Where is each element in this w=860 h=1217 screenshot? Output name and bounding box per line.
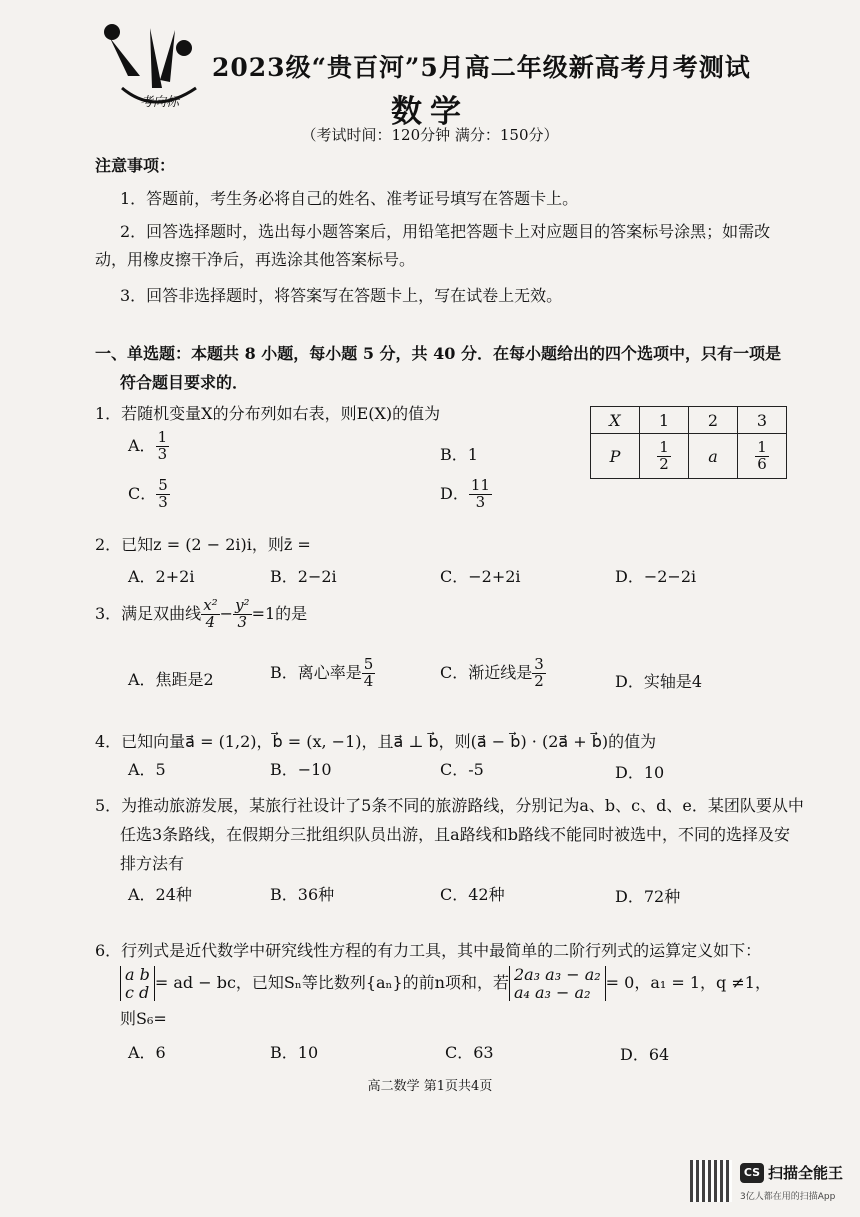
notice-item: 动，用橡皮擦干净后，再选涂其他答案标号。 — [95, 250, 416, 269]
q1-option-c: C． $\frac{5}{3}$ — [128, 476, 168, 511]
q6-option-d: D．64 — [620, 1045, 670, 1064]
table-cell: 3 — [738, 407, 787, 434]
section-heading: 一、单选题：本题共 8 小题，每小题 5 分，共 40 分．在每小题给出的四个选项中，只有一项是 — [95, 344, 781, 363]
exam-title: 2023级“贵百河”5月高二年级新高考月考测试 — [212, 53, 751, 82]
table-cell: $\frac{1}{6}$ — [738, 434, 787, 479]
qr-code-icon — [690, 1160, 732, 1202]
notice-item: 1．答题前，考生务必将自己的姓名、准考证号填写在答题卡上。 — [120, 189, 579, 208]
table-cell: $\frac{1}{2}$ — [640, 434, 689, 479]
q2-option-d: D．−2−2i — [615, 567, 697, 586]
q2-option-b: B．2−2i — [270, 567, 337, 586]
scanner-logo-icon: CS — [740, 1163, 764, 1183]
q5-stem-line: 任选3条路线，在假期分三批组织队员出游，且a路线和b路线不能同时被选中，不同的选择及安 — [120, 825, 790, 844]
q4-option-a: A．5 — [128, 760, 166, 779]
q1-stem: 1．若随机变量X的分布列如右表，则E(X)的值为 — [95, 404, 441, 423]
q3-option-c: C．渐近线是 $\frac{3}{2}$ — [440, 655, 544, 690]
q2-stem: 2．已知z = (2 − 2i)i，则z̄ = — [95, 535, 311, 554]
q1-option-a: A． $\frac{1}{3}$ — [128, 428, 168, 463]
q5-option-d: D．72种 — [615, 887, 681, 906]
q6-stem-line2: a b c d = ad − bc，已知Sₙ等比数列{aₙ}的前n项和，若 2a₃ a₃ − a₂ a₄ a₃ − a₂ = 0，a₁ = 1，q ≠1， — [120, 966, 771, 1001]
table-cell: X — [591, 407, 640, 434]
q1-distribution-table — [590, 406, 787, 479]
q4-option-b: B．−10 — [270, 760, 332, 779]
page-footer: 高二数学 第1页共4页 — [367, 1079, 493, 1094]
q6-option-c: C．63 — [445, 1043, 494, 1062]
q4-stem: 4．已知向量a⃗ = (1,2)，b⃗ = (x, −1)，且a⃗ ⊥ b⃗，则(a⃗ − b⃗) · (2a⃗ + b⃗)的值为 — [95, 732, 657, 751]
q1-option-d: D． $\frac{11}{3}$ — [440, 476, 490, 511]
table-row — [591, 434, 787, 479]
q4-option-c: C．-5 — [440, 760, 484, 779]
q5-option-c: C．42种 — [440, 885, 505, 904]
table-cell: 1 — [640, 407, 689, 434]
q5-stem-line: 排方法有 — [120, 854, 185, 873]
determinant: a b c d — [120, 966, 155, 1001]
table-cell: P — [591, 434, 640, 479]
q3-stem: 3．满足双曲线 $\frac{\text{x²}}{4}$ − $\frac{\text{y²}}{3}$ =1的是 — [95, 596, 308, 631]
logo-text: 考向标 — [140, 95, 180, 110]
q2-option-a: A．2+2i — [128, 567, 195, 586]
q6-stem-line: 6．行列式是近代数学中研究线性方程的有力工具，其中最简单的二阶行列式的运算定义如下： — [95, 941, 762, 960]
q3-option-d: D．实轴是4 — [615, 672, 703, 691]
q5-option-b: B．36种 — [270, 885, 335, 904]
scanner-app-name: 扫描全能王 — [768, 1164, 844, 1182]
q3-option-b: B．离心率是 $\frac{5}{4}$ — [270, 655, 374, 690]
table-row — [591, 407, 787, 434]
q6-option-b: B．10 — [270, 1043, 319, 1062]
q1-option-b: B．1 — [440, 445, 478, 464]
notice-heading: 注意事项： — [95, 156, 176, 175]
table-cell: 2 — [689, 407, 738, 434]
q6-option-a: A．6 — [128, 1043, 166, 1062]
table-cell: a — [689, 434, 738, 479]
determinant: 2a₃ a₃ − a₂ a₄ a₃ − a₂ — [509, 966, 606, 1001]
section-heading-cont: 符合题目要求的． — [120, 373, 249, 392]
q2-option-c: C．−2+2i — [440, 567, 521, 586]
q5-option-a: A．24种 — [128, 885, 192, 904]
q4-option-d: D．10 — [615, 763, 665, 782]
q3-option-a: A．焦距是2 — [128, 670, 214, 689]
subject-title: 数学 — [391, 94, 469, 130]
exam-info: （考试时间：120分钟 满分：150分） — [301, 126, 559, 144]
notice-item: 3．回答非选择题时，将答案写在答题卡上，写在试卷上无效。 — [120, 286, 563, 305]
notice-item: 2．回答选择题时，选出每小题答案后，用铅笔把答题卡上对应题目的答案标号涂黑；如需改 — [120, 222, 771, 241]
scanner-tagline: 3亿人都在用的扫描App — [740, 1192, 836, 1202]
q5-stem-line: 5．为推动旅游发展，某旅行社设计了5条不同的旅游路线，分别记为a、b、c、d、e．某团队要从中 — [95, 796, 804, 815]
q6-stem-line: 则S₆= — [120, 1009, 167, 1028]
